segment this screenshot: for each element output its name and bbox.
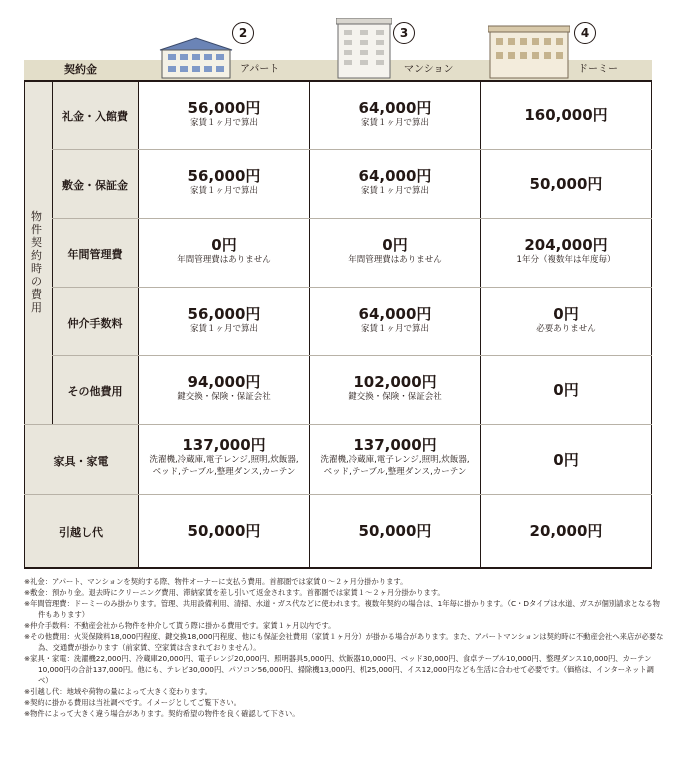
- cell-note: 鍵交換・保険・保証会社: [348, 392, 442, 402]
- table-cell: [310, 99, 480, 129]
- cell-amount: 0円: [382, 236, 408, 254]
- table-cell: [139, 436, 309, 478]
- table-cell: [139, 99, 309, 129]
- cell-amount: 56,000円: [187, 305, 261, 323]
- table-cell: [481, 522, 651, 540]
- cell-amount: 50,000円: [529, 175, 603, 193]
- cell-amount: 0円: [553, 451, 579, 469]
- footnote: ※敷金：預かり金。退去時にクリーニング費用、滞納家賃を差し引いて返金されます。首都圏では家賃１～２ヶ月分掛かります。: [24, 588, 445, 597]
- cell-amount: 94,000円: [187, 373, 261, 391]
- cell-amount: 64,000円: [358, 305, 432, 323]
- cell-note: 1年分（複数年は年度毎）: [516, 255, 616, 265]
- table-cell: [310, 522, 480, 540]
- row-label: 家具・家電: [53, 455, 109, 468]
- grid-line: [24, 567, 652, 569]
- apartment-illustration: [156, 36, 236, 80]
- cell-note: 家賃１ヶ月で算出: [189, 186, 258, 196]
- cell-note: 家賃１ヶ月で算出: [189, 118, 258, 128]
- table-cell: [139, 167, 309, 197]
- cell-amount: 50,000円: [358, 522, 432, 540]
- footnotes: [24, 576, 664, 719]
- footnote: ※物件によって大きく違う場合があります。契約希望の物件を良く確認して下さい。: [24, 709, 300, 718]
- table-cell: [139, 373, 309, 403]
- row-label: 仲介手数料: [67, 317, 123, 330]
- table-cell: [481, 305, 651, 335]
- grid-line: [52, 149, 652, 150]
- group-label: 物件契約時の費用: [31, 210, 43, 314]
- cell-note: 家賃１ヶ月で算出: [360, 324, 429, 334]
- row-label: 年間管理費: [67, 248, 123, 261]
- cell-note: ベッド,テーブル,整理ダンス,カーテン: [152, 467, 296, 477]
- cell-note: 鍵交換・保険・保証会社: [177, 392, 271, 402]
- cell-amount: 160,000円: [524, 106, 608, 124]
- cell-amount: 137,000円: [182, 436, 266, 454]
- column-name-apartment: アパート: [240, 64, 280, 75]
- cell-amount: 0円: [553, 305, 579, 323]
- row-label: 礼金・入館費: [62, 110, 128, 123]
- footnote: ※仲介手数料：不動産会社から物件を仲介して貰う際に掛かる費用です。家賃１ヶ月以内です。: [24, 621, 336, 630]
- cell-amount: 64,000円: [358, 99, 432, 117]
- footnote: ※その他費用：火災保険料18,000円程度、鍵交換18,000円程度、他にも保証会社費用（家賃１ヶ月分）が掛かる場合があります。また、アパートマンションは契約時に不動産会社へ来店が必要な為、交通費が掛かります（前家賃、空家賃は含まれておりません）。: [24, 632, 664, 652]
- header-label: 契約金: [64, 63, 97, 76]
- cell-amount: 0円: [553, 381, 579, 399]
- row-label: 引越し代: [59, 526, 103, 539]
- cell-amount: 56,000円: [187, 99, 261, 117]
- table-cell: [310, 167, 480, 197]
- row-label: 敷金・保証金: [62, 179, 128, 192]
- footnote: ※礼金：アパート、マンションを契約する際、物件オーナーに支払う費用。首都圏では家賃０～２ヶ月分掛かります。: [24, 577, 408, 586]
- footnote: ※年間管理費：ドーミーのみ掛かります。管理、共用設備利用、清掃、水道・ガス代などに使われます。複数年契約の場合は、1年毎に掛かります。（C・Dタイプは水道、ガスが個別請求となる物件もあります）: [24, 599, 660, 619]
- cell-note: 必要ありません: [536, 324, 596, 334]
- table-cell: [310, 436, 480, 478]
- column-name-mansion: マンション: [404, 64, 454, 75]
- grid-line: [52, 355, 652, 356]
- cell-note: ベッド,テーブル,整理ダンス,カーテン: [323, 467, 467, 477]
- cell-note: 家賃１ヶ月で算出: [360, 118, 429, 128]
- footnote: ※家具・家電：洗濯機22,000円、冷蔵庫20,000円、電子レンジ20,000円、照明器具5,000円、炊飯器10,000円、ベッド30,000円、食卓テーブル10,000円、整理ダンス10,000円、カーテン10,000円の合計137,000円。他にも、テレビ30,000円、パソコン56,000円、掃除機13,000円、机25,000円、イス12,000円なども生活に合わせて必要です。（価格は、インターネット調べ）: [24, 654, 654, 685]
- cell-amount: 0円: [211, 236, 237, 254]
- cell-note: 洗濯機,冷蔵庫,電子レンジ,照明,炊飯器,: [320, 455, 470, 465]
- cell-amount: 102,000円: [353, 373, 437, 391]
- grid-line: [52, 218, 652, 219]
- cell-amount: 20,000円: [529, 522, 603, 540]
- cell-note: 洗濯機,冷蔵庫,電子レンジ,照明,炊飯器,: [149, 455, 299, 465]
- footnote: ※契約に掛かる費用は当社調べです。イメージとしてご覧下さい。: [24, 698, 241, 707]
- cell-amount: 56,000円: [187, 167, 261, 185]
- cell-amount: 204,000円: [524, 236, 608, 254]
- cell-amount: 50,000円: [187, 522, 261, 540]
- column-number-badge: 3: [393, 22, 415, 44]
- dormy-illustration: [488, 22, 570, 80]
- table-cell: [481, 236, 651, 266]
- cell-note: 年間管理費はありません: [348, 255, 442, 265]
- mansion-illustration: [336, 18, 392, 80]
- column-name-dormy: ドーミー: [578, 64, 618, 75]
- table-cell: [481, 175, 651, 193]
- footnote: ※引越し代：地域や荷物の量によって大きく変わります。: [24, 687, 212, 696]
- table-cell: [481, 451, 651, 469]
- column-number-badge: 2: [232, 22, 254, 44]
- grid-line: [52, 287, 652, 288]
- grid-line: [24, 424, 652, 425]
- row-label: その他費用: [67, 385, 123, 398]
- table-cell: [481, 106, 651, 124]
- table-cell: [310, 305, 480, 335]
- grid-line: [24, 80, 652, 82]
- cell-amount: 64,000円: [358, 167, 432, 185]
- table-cell: [310, 236, 480, 266]
- table-cell: [139, 522, 309, 540]
- cell-amount: 137,000円: [353, 436, 437, 454]
- cell-note: 年間管理費はありません: [177, 255, 271, 265]
- table-cell: [310, 373, 480, 403]
- table-cell: [481, 381, 651, 399]
- grid-line: [24, 494, 652, 495]
- table-cell: [139, 305, 309, 335]
- cell-note: 家賃１ヶ月で算出: [360, 186, 429, 196]
- column-number-badge: 4: [574, 22, 596, 44]
- table-cell: [139, 236, 309, 266]
- cell-note: 家賃１ヶ月で算出: [189, 324, 258, 334]
